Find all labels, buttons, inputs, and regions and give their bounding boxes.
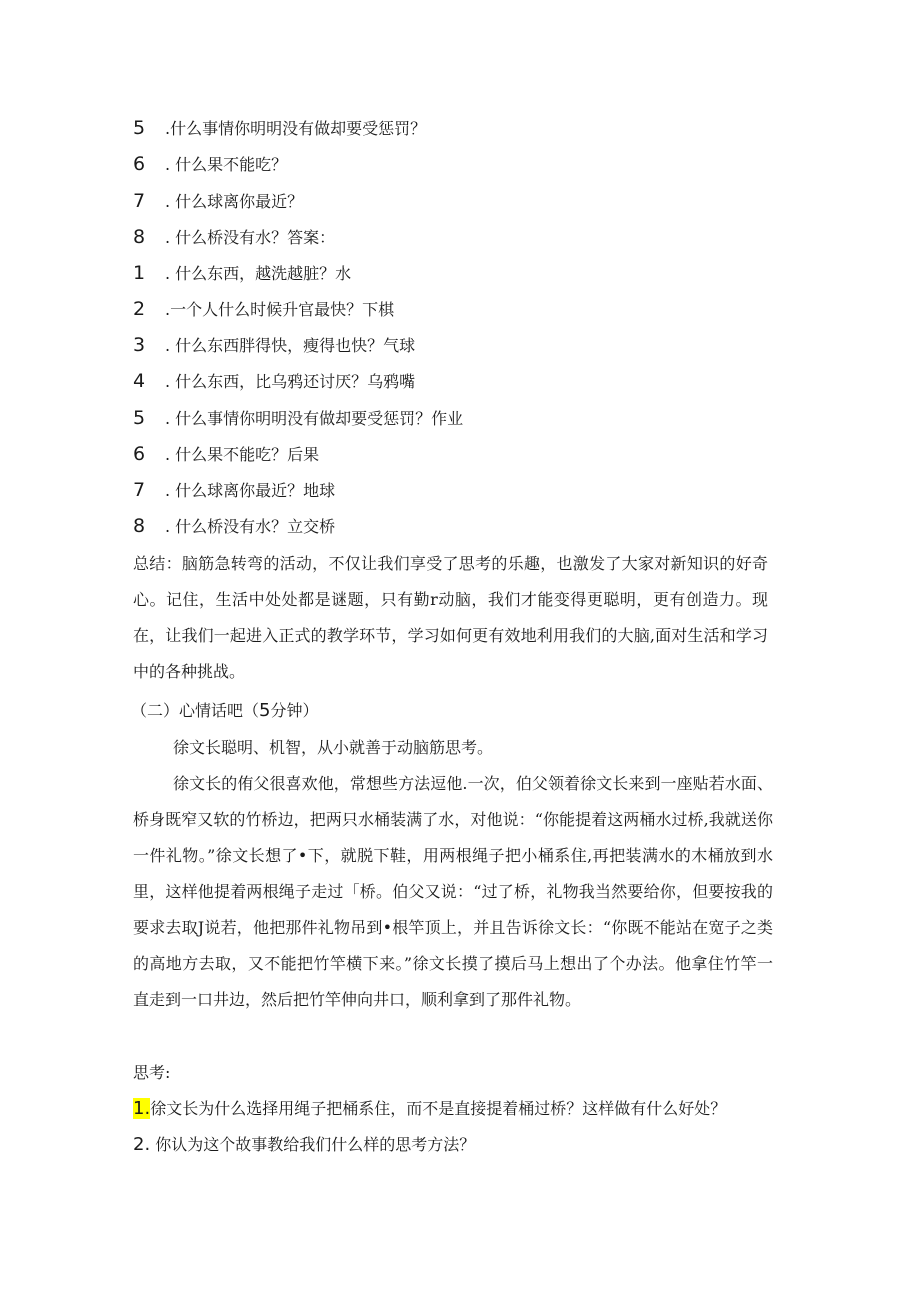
answer-number: 7	[133, 479, 146, 501]
answer-item	[133, 515, 783, 538]
answer-number: 4	[133, 370, 146, 392]
think-item	[133, 1134, 783, 1156]
think-item-number: 1.	[133, 1098, 151, 1119]
question-text: . 什么桥没有水？答案：	[165, 228, 336, 247]
answer-text: . 什么桥没有水？立交桥	[165, 517, 336, 536]
answer-text: . 什么东西胖得快，瘦得也快？气球	[165, 336, 416, 355]
answer-text: . 什么东西，比乌鸦还讨厌？乌鸦嘴	[165, 372, 416, 391]
question-number: 6	[133, 153, 146, 175]
question-item	[133, 153, 783, 176]
story-paragraph-1: 徐文长聪明、机智，从小就善于动脑筋思考。	[173, 738, 494, 757]
think-item-text: 你认为这个故事教给我们什么样的思考方法？	[150, 1135, 476, 1154]
question-text: . 什么果不能吃？	[165, 155, 288, 174]
answer-item	[133, 370, 783, 393]
question-item	[133, 117, 783, 140]
question-number: 8	[133, 226, 146, 248]
answer-number: 2	[133, 298, 146, 320]
answer-number: 3	[133, 334, 146, 356]
summary-paragraph: 总结：脑筋急转弯的活动，不仅让我们享受了思考的乐趣，也激发了大家对新知识的好奇心。记住，生活中处处都是谜题，只有勤r动脑，我们才能变得更聪明，更有创造力。现在，让我们一起进入正式的教学环节，学习如何更有效地利用我们的大脑,面对生活和学习中的各种挑战。	[133, 554, 768, 681]
question-item	[133, 190, 783, 213]
story-paragraph-2: 徐文长的侑父很喜欢他，常想些方法逗他.一次，伯父领着徐文长来到一座贴若水面、桥身既窄又软的竹桥边，把两只水桶装满了水，对他说：“你能提着这两桶水过桥,我就送你一件礼物。”徐文长想了•下，就脱下鞋，用两根绳子把小桶系住,再把装满水的木桶放到水里，这样他提着两根绳子走过「桥。伯父又说：“过了桥，礼物我当然要给你，但要按我的要求去取J说若，他把那件礼物吊到•根竿顶上，并且告诉徐文长：“你既不能站在宽子之类的高地方去取，又不能把竹竿横下来。”徐文长摸了摸后马上想出了个办法。他拿住竹竿一直走到一口井边，然后把竹竿伸向井口，顺利拿到了那件礼物。	[133, 774, 773, 1009]
answer-number: 6	[133, 443, 146, 465]
answer-text: . 什么果不能吃？后果	[165, 445, 320, 464]
answer-item	[133, 262, 783, 285]
answer-item	[133, 407, 783, 430]
section-heading-prefix: （二）心情话吧（	[131, 701, 260, 720]
question-number: 5	[133, 117, 146, 139]
think-label: 思考:	[133, 1063, 171, 1082]
answer-item	[133, 479, 783, 502]
think-item-number: 2.	[133, 1134, 151, 1155]
answer-item	[133, 334, 783, 357]
section-heading	[131, 700, 781, 722]
question-text: . 什么球离你最近？	[165, 192, 304, 211]
answer-text: .一个人什么时候升官最快？下棋	[165, 300, 395, 319]
section-heading-suffix: 分钟）	[270, 701, 319, 720]
answer-item	[133, 443, 783, 466]
answer-number: 8	[133, 515, 146, 537]
answer-text: . 什么事情你明明没有做却要受惩罚？作业	[165, 409, 464, 428]
answer-text: . 什么球离你最近？地球	[165, 481, 336, 500]
question-number: 7	[133, 190, 146, 212]
answer-text: . 什么东西，越洗越脏？水	[165, 264, 352, 283]
think-item	[133, 1098, 783, 1120]
answer-number: 5	[133, 407, 146, 429]
answer-item	[133, 298, 783, 321]
think-item-text: 徐文长为什么选择用绳子把桶系住，而不是直接提着桶过桥？这样做有什么好处？	[150, 1099, 727, 1118]
answer-number: 1	[133, 262, 146, 284]
question-text: .什么事情你明明没有做却要受惩罚？	[165, 119, 427, 138]
question-item	[133, 226, 783, 249]
section-heading-number: 5	[259, 700, 271, 721]
